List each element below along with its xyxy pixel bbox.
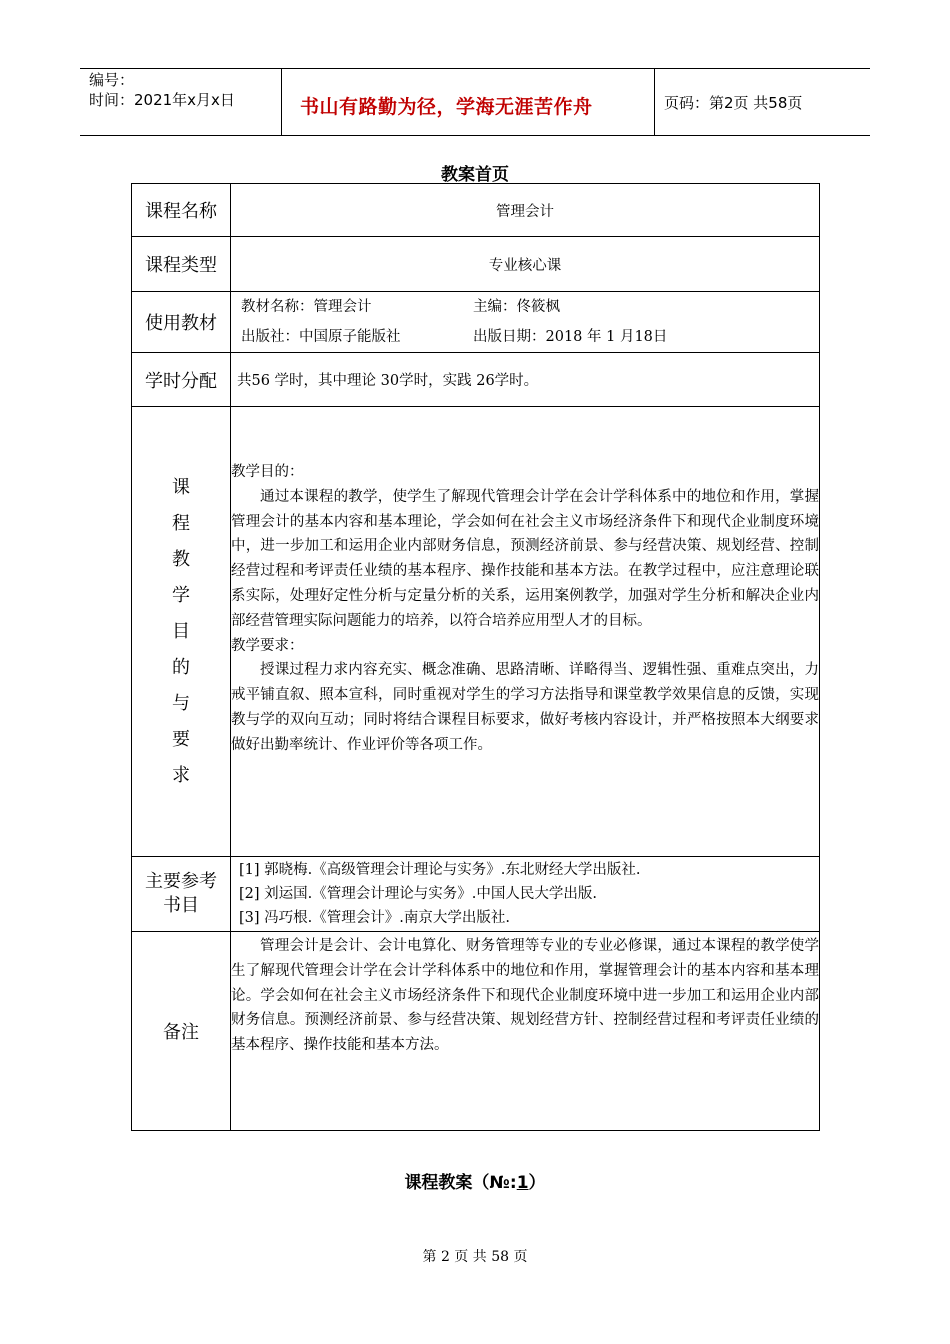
header-divider-left — [281, 68, 282, 135]
hours-value: 共56 学时，其中理论 30学时，实践 26学时。 — [231, 353, 820, 407]
notes-row — [132, 932, 820, 1131]
course-type-row — [132, 237, 820, 292]
notes-label: 备注 — [132, 932, 231, 1131]
references-label — [132, 857, 231, 932]
material-line-1 — [241, 292, 819, 322]
page-footer: 第 2 页 共 58 页 — [422, 1249, 528, 1265]
header-top-rule — [80, 68, 870, 69]
material-editor: 主编：佟筱枫 — [473, 299, 560, 315]
goals-label-char: 与 — [172, 692, 190, 714]
hours-label: 学时分配 — [132, 353, 231, 407]
references-list — [231, 857, 820, 932]
course-type-value: 专业核心课 — [231, 237, 820, 292]
material-label: 使用教材 — [132, 292, 231, 353]
header-divider-right — [654, 68, 655, 135]
references-label-line-2: 书目 — [163, 895, 199, 916]
page-title: 教案首页 — [441, 165, 509, 185]
goals-heading: 教学目的： — [231, 464, 304, 480]
goals-label-char: 目 — [172, 620, 190, 642]
reference-item: [3] 冯巧根.《管理会计》.南京大学出版社. — [239, 910, 510, 926]
header-motto: 书山有路勤为径，学海无涯苦作舟 — [300, 96, 593, 118]
lesson-title-prefix: 课程教案（№: — [404, 1173, 517, 1193]
material-date: 出版日期：2018 年 1 月18日 — [473, 329, 668, 345]
material-line-2 — [241, 322, 819, 352]
header-bottom-rule — [80, 135, 870, 136]
references-row — [132, 857, 820, 932]
goals-label-char: 教 — [172, 548, 190, 570]
goals-label — [132, 407, 231, 857]
notes-text: 管理会计是会计、会计电算化、财务管理等专业的专业必修课，通过本课程的教学使学生了解现代管理会计学在会计学科体系中的地位和作用，掌握管理会计的基本内容和基本理论。学会如何在社会主义市场经济条件下和现代企业制度环境中进一步加工和运用企业内部财务信息。预测经济前景、参与经营决策、规划经营方针、控制经营过程和考评责任业绩的基本程序、操作技能和基本方法。 — [231, 938, 819, 1054]
material-name: 教材名称：管理会计 — [241, 299, 372, 315]
goals-label-char: 要 — [172, 728, 190, 750]
goals-content — [231, 407, 820, 857]
lesson-title-suffix: ） — [528, 1173, 546, 1193]
material-publisher: 出版社：中国原子能版社 — [241, 329, 401, 345]
goals-label-char: 求 — [172, 764, 190, 786]
hours-row — [132, 353, 820, 407]
reference-item: [1] 郭晓梅.《高级管理会计理论与实务》.东北财经大学出版社. — [239, 862, 641, 878]
goals-label-char: 的 — [172, 656, 190, 678]
goals-text: 通过本课程的教学，使学生了解现代管理会计学在会计学科体系中的地位和作用，掌握管理会计的基本内容和基本理论，学会如何在社会主义市场经济条件下和现代企业制度环境中，进一步加工和运用企业内部财务信息，预测经济前景、参与经营决策、规划经营、控制经营过程和考评责任业绩的基本程序、操作技能和基本方法。在教学过程中，应注意理论联系实际，处理好定性分析与定量分析的关系，运用案例教学，加强对学生分析和解决企业内部经营管理实际问题能力的培养，以符合培养应用型人才的目标。 — [231, 488, 819, 629]
lesson-plan-table — [131, 183, 820, 1131]
doc-time-label: 时间：2021年x月x日 — [89, 91, 235, 109]
course-name-value: 管理会计 — [231, 184, 820, 237]
requirements-heading: 教学要求： — [231, 637, 304, 654]
reference-item: [2] 刘运国.《管理会计理论与实务》.中国人民大学出版. — [239, 886, 597, 902]
header-page-code: 页码：第2页 共58页 — [664, 94, 803, 112]
goals-row — [132, 407, 820, 857]
course-name-label: 课程名称 — [132, 184, 231, 237]
requirements-text: 授课过程力求内容充实、概念准确、思路清晰、详略得当、逻辑性强、重难点突出，力戒平铺直叙、照本宣科，同时重视对学生的学习方法指导和课堂教学效果信息的反馈，实现教与学的双向互动；同时将结合课程目标要求，做好考核内容设计，并严格按照本大纲要求做好出勤率统计、作业评价等各项工作。 — [231, 662, 819, 753]
notes-content — [231, 932, 820, 1131]
lesson-title — [0, 1168, 950, 1193]
goals-label-char: 程 — [172, 512, 190, 534]
material-cell — [231, 292, 820, 353]
course-name-row — [132, 184, 820, 237]
course-type-label: 课程类型 — [132, 237, 231, 292]
lesson-number: 1 — [516, 1173, 529, 1193]
goals-label-char: 学 — [172, 584, 190, 606]
material-row — [132, 292, 820, 353]
goals-label-char: 课 — [172, 476, 190, 498]
doc-number-label: 编号： — [89, 71, 135, 89]
references-label-line-1: 主要参考 — [145, 871, 217, 892]
